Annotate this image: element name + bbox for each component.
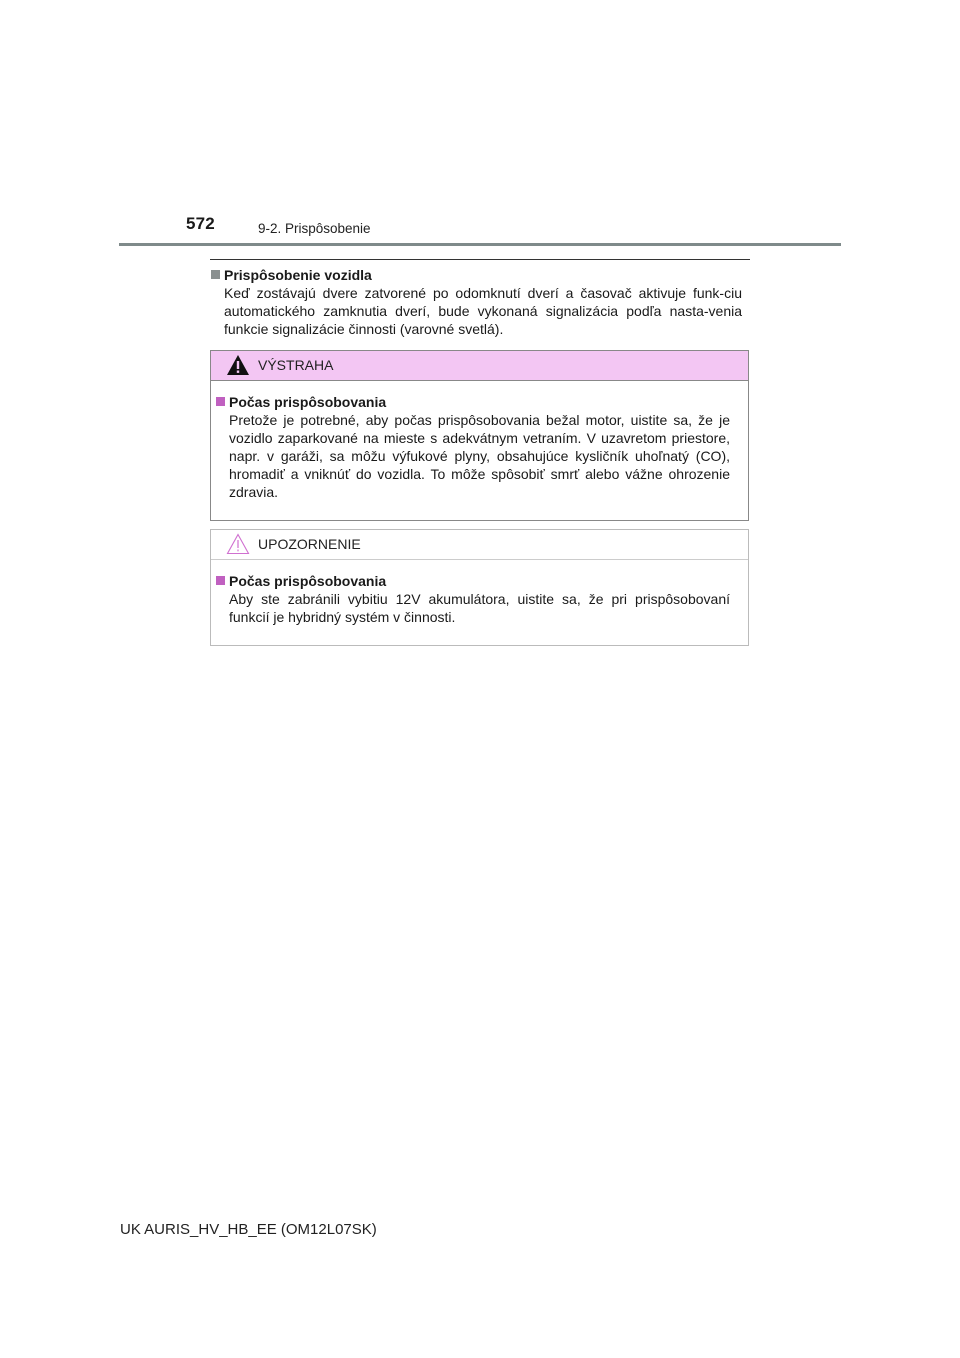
notice-header (211, 530, 748, 560)
main-heading (210, 266, 750, 284)
header-rule (119, 243, 841, 246)
warning-triangle-icon (226, 354, 250, 376)
warning-label: VÝSTRAHA (258, 357, 334, 373)
warning-box (210, 350, 749, 521)
notice-box (210, 529, 749, 646)
bullet-square-icon (216, 397, 225, 406)
main-section (210, 266, 750, 338)
main-paragraph: Keď zostávajú dvere zatvorené po odomknutí dverí a časovač aktivuje funk-ciu automatického zamknutia dverí, bude vykonaná signalizácia podľa nasta-venia funkcie signalizácie činnosti (varovné svetlá). (224, 285, 742, 337)
warning-heading-text: Počas prispôsobovania (229, 394, 387, 410)
bullet-square-icon (216, 576, 225, 585)
warning-heading (215, 393, 738, 411)
notice-paragraph: Aby ste zabránili vybitiu 12V akumulátora, uistite sa, že pri prispôsobovaní funkcií je hybridný systém v činnosti. (229, 591, 730, 625)
section-title: 9-2. Prispôsobenie (258, 221, 371, 236)
page-number: 572 (186, 214, 215, 233)
section-divider (210, 259, 750, 260)
notice-label: UPOZORNENIE (258, 536, 361, 552)
warning-body (211, 381, 748, 501)
caution-triangle-outline-icon (226, 533, 250, 555)
warning-paragraph: Pretože je potrebné, aby počas prispôsobovania bežal motor, uistite sa, že je vozidlo zaparkované na mieste s adekvátnym vetraním. V uzavretom priestore, napr. v garáži, sa môžu výfukové plyny, obsahujúce kysličník uhoľnatý (CO), hromadiť a vniknúť do vozidla. To môže spôsobiť smrť alebo vážne ohrozenie zdravia. (229, 412, 730, 500)
notice-heading (215, 572, 738, 590)
warning-header (211, 351, 748, 381)
notice-body (211, 560, 748, 626)
notice-heading-text: Počas prispôsobovania (229, 573, 387, 589)
document-code: UK AURIS_HV_HB_EE (OM12L07SK) (120, 1221, 377, 1238)
bullet-square-icon (211, 270, 220, 279)
main-heading-text: Prispôsobenie vozidla (224, 267, 372, 283)
